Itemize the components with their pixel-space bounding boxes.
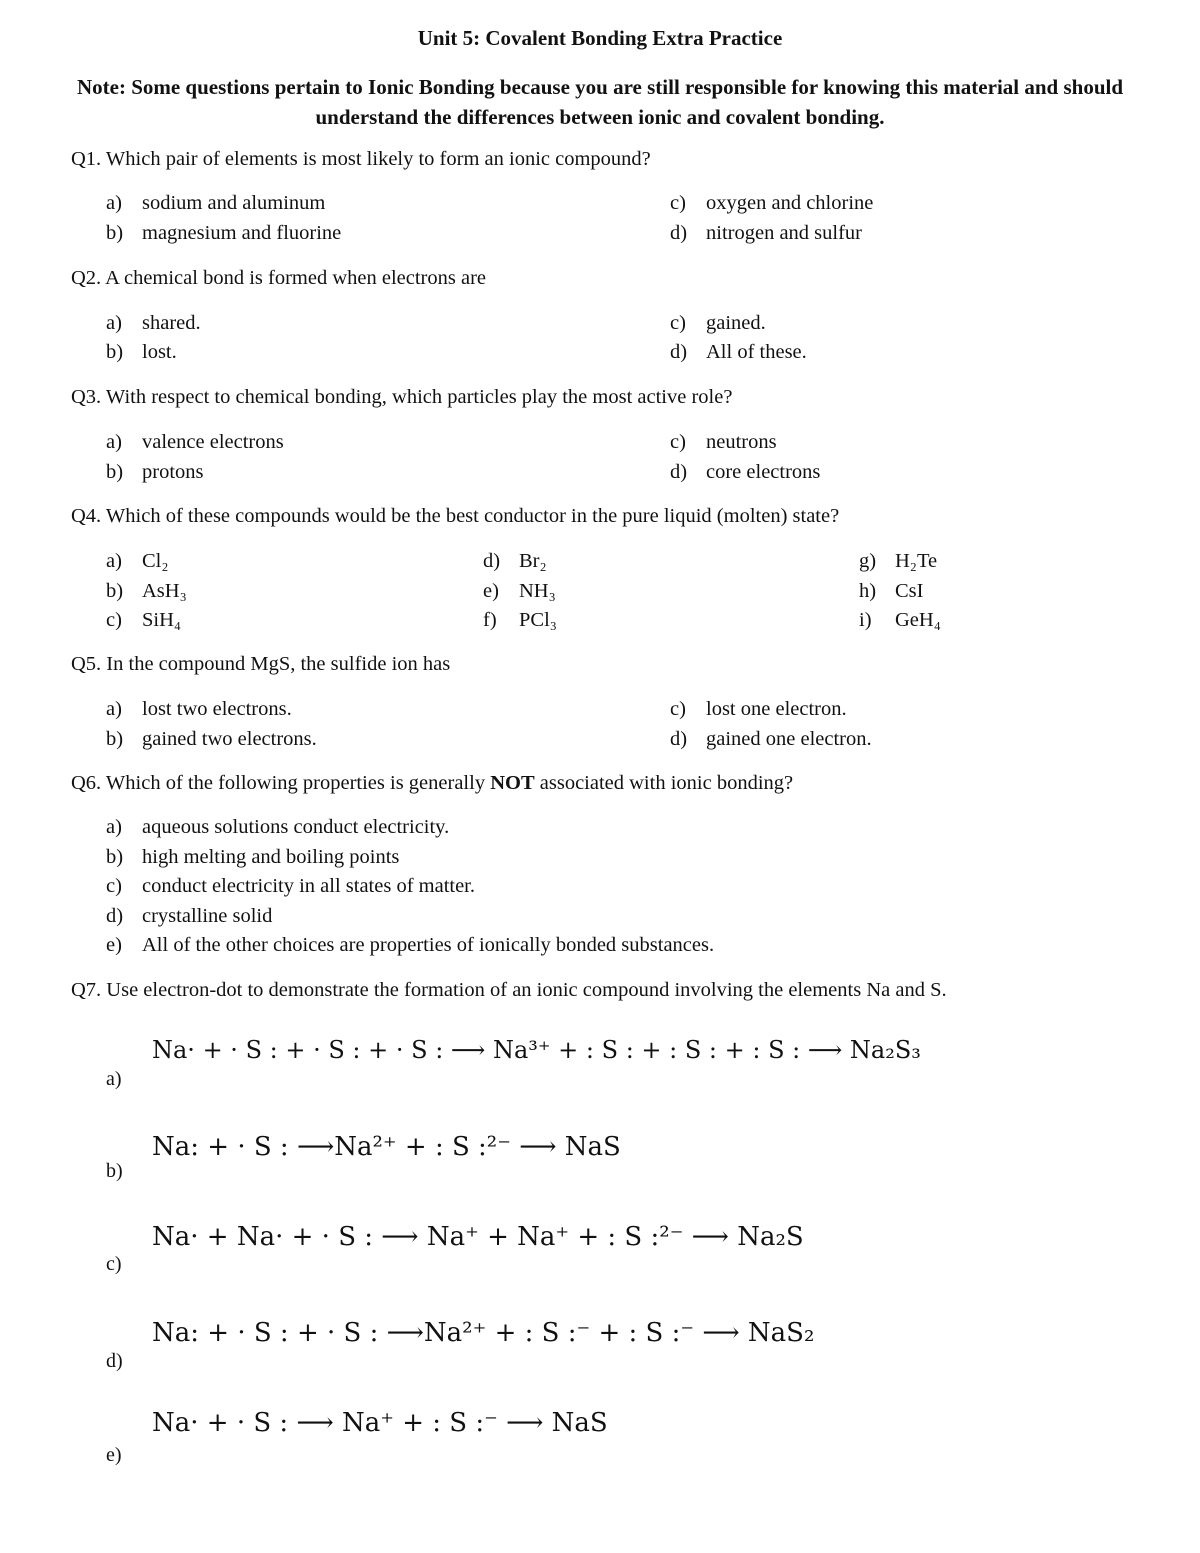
q4-option-h: h) CsI bbox=[859, 580, 924, 602]
q5-option-c: c) lost one electron. bbox=[670, 698, 847, 720]
q7-label-b: b) bbox=[106, 1160, 123, 1182]
q7-equation-e: Na· + · S : ⟶ Na⁺ + : S :⁻ ⟶ NaS bbox=[152, 1408, 608, 1438]
note-text: Note: Some questions pertain to Ionic Bonding because you are still responsible for knowing this material and should understand the differences between ionic and covalent bonding. bbox=[76, 75, 1124, 129]
q7-label-d: d) bbox=[106, 1350, 123, 1372]
q7-label-c: c) bbox=[106, 1253, 122, 1275]
q6-option-a: a) aqueous solutions conduct electricity. bbox=[106, 816, 450, 838]
q1-option-d: d) nitrogen and sulfur bbox=[670, 222, 862, 244]
q4-option-b: b) AsH₃ bbox=[106, 580, 187, 602]
q1-option-c: c) oxygen and chlorine bbox=[670, 192, 874, 214]
q5-option-b: b) gained two electrons. bbox=[106, 728, 317, 750]
q6-option-c: c) conduct electricity in all states of matter. bbox=[106, 875, 476, 897]
q3-option-c: c) neutrons bbox=[670, 431, 777, 453]
q3-option-d: d) core electrons bbox=[670, 461, 821, 483]
question-3: Q3. With respect to chemical bonding, which particles play the most active role? bbox=[71, 386, 733, 408]
q7-equation-c: Na· + Na· + · S : ⟶ Na⁺ + Na⁺ + : S :²⁻ ⟶ Na₂S bbox=[152, 1222, 804, 1252]
q6-option-b: b) high melting and boiling points bbox=[106, 846, 400, 868]
question-2: Q2. A chemical bond is formed when electrons are bbox=[71, 267, 486, 289]
q4-option-d: d) Br₂ bbox=[483, 550, 547, 572]
q4-option-e: e) NH₃ bbox=[483, 580, 556, 602]
q2-option-a: a) shared. bbox=[106, 312, 201, 334]
question-6: Q6. Which of the following properties is generally NOT associated with ionic bonding? bbox=[71, 772, 794, 794]
question-5: Q5. In the compound MgS, the sulfide ion has bbox=[71, 653, 451, 675]
q1-option-a: a) sodium and aluminum bbox=[106, 192, 326, 214]
q7-label-a: a) bbox=[106, 1068, 122, 1090]
q7-label-e: e) bbox=[106, 1444, 122, 1466]
page-title: Unit 5: Covalent Bonding Extra Practice bbox=[417, 26, 783, 50]
q3-option-b: b) protons bbox=[106, 461, 204, 483]
q6-option-e: e) All of the other choices are properties of ionically bonded substances. bbox=[106, 934, 715, 956]
question-4: Q4. Which of these compounds would be the best conductor in the pure liquid (molten) state? bbox=[71, 505, 840, 527]
q7-equation-d: Na: + · S : + · S : ⟶Na²⁺ + : S :⁻ + : S :⁻ ⟶ NaS₂ bbox=[152, 1318, 815, 1348]
q4-option-f: f) PCl₃ bbox=[483, 609, 557, 631]
q2-option-b: b) lost. bbox=[106, 341, 177, 363]
q3-option-a: a) valence electrons bbox=[106, 431, 284, 453]
q7-equation-b: Na: + · S : ⟶Na²⁺ + : S :²⁻ ⟶ NaS bbox=[152, 1132, 621, 1162]
q4-option-i: i) GeH₄ bbox=[859, 609, 941, 631]
q2-option-c: c) gained. bbox=[670, 312, 766, 334]
question-7: Q7. Use electron-dot to demonstrate the formation of an ionic compound involving the elements Na and S. bbox=[71, 979, 947, 1001]
q5-option-a: a) lost two electrons. bbox=[106, 698, 292, 720]
q4-option-a: a) Cl₂ bbox=[106, 550, 169, 572]
q1-option-b: b) magnesium and fluorine bbox=[106, 222, 342, 244]
q2-option-d: d) All of these. bbox=[670, 341, 807, 363]
q7-equation-a: Na· + · S : + · S : + · S : ⟶ Na³⁺ + : S : + : S : + : S : ⟶ Na₂S₃ bbox=[152, 1036, 921, 1064]
q4-option-c: c) SiH₄ bbox=[106, 609, 182, 631]
q5-option-d: d) gained one electron. bbox=[670, 728, 872, 750]
q6-option-d: d) crystalline solid bbox=[106, 905, 273, 927]
question-1: Q1. Which pair of elements is most likely to form an ionic compound? bbox=[71, 148, 651, 170]
q4-option-g: g) H₂Te bbox=[859, 550, 938, 572]
